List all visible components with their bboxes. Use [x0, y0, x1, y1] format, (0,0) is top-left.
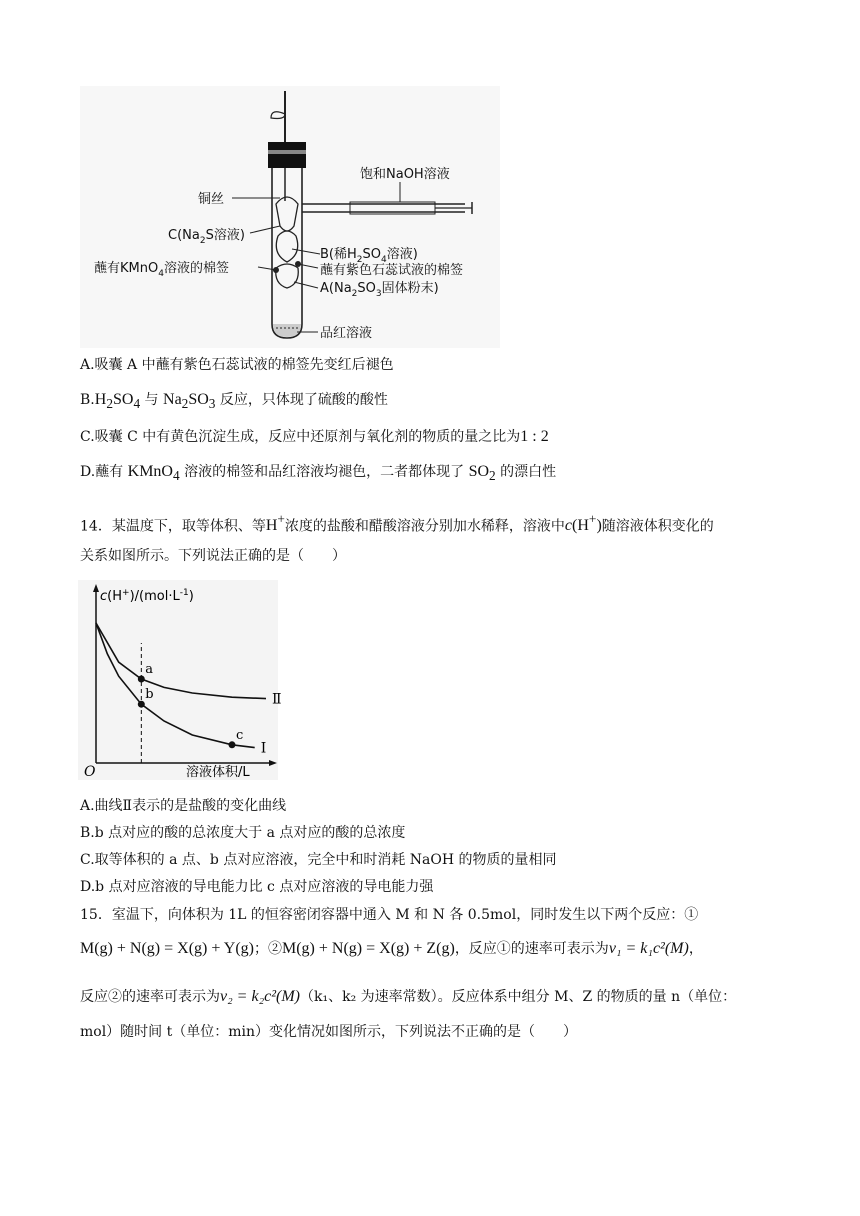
label-naoh: 饱和NaOH溶液 — [360, 167, 450, 182]
formula-so2 — [468, 463, 496, 484]
point-b — [138, 701, 145, 708]
point-c — [229, 741, 236, 748]
rate2-tail: （k₁、k₂ 为速率常数）。反应体系中组分 M、Z 的物质的量 n（单位： — [300, 989, 737, 1005]
option-b-tail: 反应，只体现了硫酸的酸性 — [215, 392, 388, 408]
chart-background — [78, 580, 278, 780]
label-litmus-swab: 蘸有紫色石蕊试液的棉签 — [320, 263, 464, 278]
formula-kmno4 — [127, 463, 180, 484]
kmno-subscript: 4 — [172, 468, 180, 484]
equation-2: M(g) + N(g) = X(g) + Z(g) — [282, 940, 455, 957]
q13-option-a: A.吸囊 A 中蘸有紫色石蕊试液的棉签先变红后褪色 — [80, 357, 394, 373]
formula-h2so4 — [94, 391, 141, 412]
q15-stem-line2: M(g) + N(g) = X(g) + Y(g)；②M(g) + N(g) = X(g) + Z(g)，反应①的速率可表示为v₁ = k₁c²(M)， — [80, 940, 703, 957]
label-copper-wire: 铜丝 — [198, 192, 225, 207]
option-c-ratio: 1 : 2 — [520, 428, 549, 445]
figure-background — [80, 86, 500, 348]
q14-option-d: D.b 点对应溶液的导电能力比 c 点对应溶液的导电能力强 — [80, 879, 434, 895]
q14-chart — [78, 580, 282, 780]
apparatus-figure — [80, 86, 500, 348]
option-b-prefix: B. — [80, 392, 95, 408]
option-d-tail: 的漂白性 — [495, 464, 557, 480]
rate-equation-1: v₁ = k₁c²(M) — [608, 940, 689, 957]
q13-option-c — [80, 427, 549, 447]
series-label-2: Ⅰ — [260, 740, 267, 757]
ch-charge: + — [588, 512, 597, 527]
concentration-expression: c(H+) — [564, 512, 602, 535]
formula-na2so3 — [163, 391, 216, 412]
option-d-prefix: D.蘸有 — [80, 464, 128, 480]
so2-symbol: SO — [468, 463, 490, 480]
label-capsule-c: $C(Na_2S$溶液) — [168, 228, 245, 246]
point-label-b: b — [145, 687, 154, 703]
stopper — [268, 142, 306, 168]
point-label-a: a — [145, 662, 154, 677]
c-symbol: c — [564, 517, 573, 535]
equation-separator: ；② — [254, 941, 282, 957]
rate2-prefix: 反应②的速率可表示为 — [80, 989, 220, 1005]
na-subscript: 2 — [181, 396, 189, 412]
rate1-prefix: ，反应①的速率可表示为 — [454, 941, 609, 957]
so-subscript: 4 — [133, 396, 141, 412]
q14-stem-part-b: 浓度的盐酸和醋酸溶液分别加水稀释，溶液中 — [284, 518, 565, 535]
rate-equation-2: v₂ = k₂c²(M) — [220, 988, 301, 1005]
x-axis-label: 溶液体积/L — [186, 765, 250, 780]
kmno-symbol: KMnO — [127, 463, 173, 480]
so-symbol: SO — [112, 391, 134, 408]
ch-symbol: H — [577, 517, 589, 535]
q15-stem-line4: mol）随时间 t（单位：min）变化情况如图所示，下列说法不正确的是（ ） — [80, 1024, 578, 1040]
y-axis-label: $c(H^+)/(mol\cdot L^{-1})$ — [100, 588, 194, 604]
and-text: 与 — [140, 392, 164, 408]
q14-option-b: B.b 点对应的酸的总浓度大于 a 点对应的酸的总浓度 — [80, 825, 406, 841]
option-d-mid: 溶液的棉签和品红溶液均褪色，二者都体现了 — [179, 464, 469, 480]
apparatus-diagram — [80, 86, 500, 348]
q14-option-c: C.取等体积的 a 点、b 点对应溶液，完全中和时消耗 NaOH 的物质的量相同 — [80, 852, 557, 868]
q15-stem-line1: 15．室温下，向体积为 1L 的恒容密闭容器中通入 M 和 N 各 0.5mol，同时发生以下两个反应：① — [80, 907, 699, 923]
q15-stem-line3 — [80, 985, 736, 1009]
label-capsule-b: B(稀$H_2SO_4$溶液) — [320, 247, 418, 265]
chart-svg — [78, 580, 282, 780]
origin-label: O — [84, 764, 96, 780]
series-label-1: Ⅱ — [272, 691, 282, 708]
label-magenta-solution: 品红溶液 — [320, 326, 373, 341]
q14-stem-part-a: 14．某温度下，取等体积、等 — [80, 518, 266, 535]
so3-symbol: SO — [188, 391, 209, 408]
h-subscript: 2 — [106, 396, 113, 412]
q13-option-d — [80, 462, 556, 486]
h-symbol: H — [94, 391, 107, 408]
na-symbol: Na — [163, 391, 182, 408]
point-label-c: c — [236, 727, 244, 743]
equation-1: M(g) + N(g) = X(g) + Y(g) — [80, 940, 254, 957]
label-kmno4-swab: 蘸有KMnO$_4$溶液的棉签 — [94, 261, 229, 279]
q14-stem-part-d: 随溶液体积变化的 — [601, 518, 714, 535]
q13-option-b — [80, 390, 388, 414]
stopper-band — [268, 150, 306, 154]
so2-subscript: 2 — [489, 468, 496, 484]
q14-option-a: A.曲线Ⅱ表示的是盐酸的变化曲线 — [80, 798, 287, 814]
h-ion — [265, 512, 285, 535]
label-capsule-a: $A(Na_2SO_3$固体粉末) — [320, 281, 439, 299]
so3-subscript: 3 — [208, 396, 216, 412]
point-a — [138, 676, 145, 683]
q14-stem-line1 — [80, 510, 714, 536]
h-ion-symbol: H — [265, 517, 278, 535]
option-c-text: C.吸囊 C 中有黄色沉淀生成，反应中还原剂与氧化剂的物质的量之比为 — [80, 429, 521, 445]
q14-stem-line2: 关系如图所示。下列说法正确的是（ ） — [80, 548, 346, 564]
h-ion-charge: + — [277, 512, 285, 527]
